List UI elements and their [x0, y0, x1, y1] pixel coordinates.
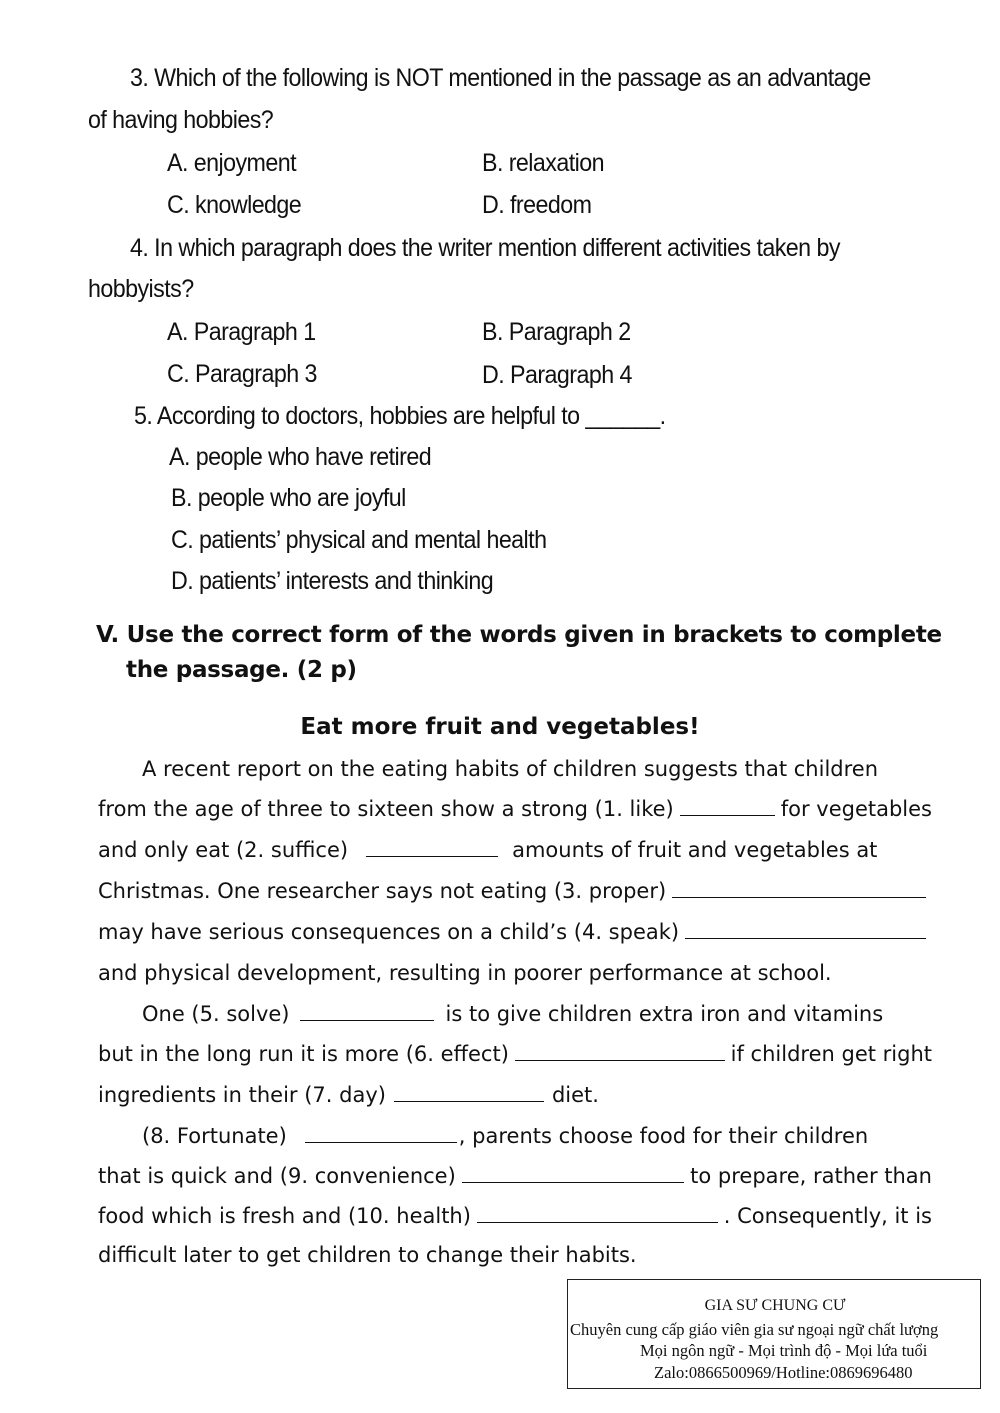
question-3-text: 3. Which of the following is NOT mentioned in the passage as an advantage — [130, 64, 871, 92]
passage-text: that is quick and (9. convenience) — [98, 1164, 456, 1188]
question-4-option-c: C. Paragraph 3 — [167, 360, 317, 388]
passage-line-11 — [98, 1164, 932, 1188]
question-5-text: 5. According to doctors, hobbies are helpful to ______. — [134, 402, 666, 430]
passage-text: if children get right — [730, 1042, 932, 1066]
tutor-center-contact: Zalo:0866500969/Hotline:0869696480 — [654, 1363, 913, 1382]
passage-line-3 — [98, 838, 932, 862]
question-3-option-c: C. knowledge — [167, 191, 302, 219]
passage-text: to prepare, rather than — [690, 1164, 932, 1188]
passage-text: from the age of three to sixteen show a strong (1. like) — [98, 797, 674, 821]
question-4-option-b: B. Paragraph 2 — [482, 318, 631, 346]
passage-line-7 — [142, 1002, 932, 1026]
blank-9[interactable] — [462, 1164, 684, 1183]
blank-8[interactable] — [305, 1124, 457, 1143]
question-4-option-a: A. Paragraph 1 — [167, 318, 316, 346]
passage-line-10 — [142, 1124, 932, 1148]
passage-text: is to give children extra iron and vitamins — [445, 1002, 884, 1026]
blank-6[interactable] — [515, 1042, 725, 1061]
blank-1[interactable] — [680, 797, 775, 816]
passage-line-2 — [98, 797, 932, 821]
passage-text: A recent report on the eating habits of children suggests that children — [142, 757, 879, 781]
question-4-option-d: D. Paragraph 4 — [482, 361, 632, 389]
passage-line-5 — [98, 920, 932, 944]
passage-text: ingredients in their (7. day) — [98, 1083, 386, 1107]
tutor-center-info-box — [567, 1279, 981, 1389]
blank-7[interactable] — [394, 1083, 544, 1102]
passage-text: may have serious consequences on a child’s (4. speak) — [98, 920, 680, 944]
section-v-heading: V. Use the correct form of the words given in brackets to complete — [96, 622, 942, 648]
passage-title: Eat more fruit and vegetables! — [300, 714, 700, 740]
passage-line-12 — [98, 1204, 932, 1228]
question-4-text-continued: hobbyists? — [88, 275, 194, 303]
blank-5[interactable] — [300, 1002, 434, 1021]
passage-line-9 — [98, 1083, 932, 1107]
passage-line-4 — [98, 879, 932, 903]
question-3-option-d: D. freedom — [482, 191, 592, 219]
section-v-heading-continued: the passage. (2 p) — [126, 657, 357, 683]
passage-text: amounts of fruit and vegetables at — [512, 838, 878, 862]
question-3-text-continued: of having hobbies? — [88, 106, 274, 134]
passage-text: but in the long run it is more (6. effect) — [98, 1042, 509, 1066]
blank-2[interactable] — [366, 838, 498, 857]
passage-line-8 — [98, 1042, 932, 1066]
tutor-center-tagline: Chuyên cung cấp giáo viên gia sư ngoại ngữ chất lượng — [570, 1320, 939, 1339]
passage-line-13 — [98, 1243, 932, 1267]
tutor-center-scope: Mọi ngôn ngữ - Mọi trình độ - Mọi lứa tuổi — [640, 1341, 928, 1360]
passage-text: and only eat (2. suffice) — [98, 838, 349, 862]
passage-text: and physical development, resulting in poorer performance at school. — [98, 961, 832, 985]
blank-3[interactable] — [672, 879, 926, 898]
passage-text: . Consequently, it is — [723, 1204, 932, 1228]
tutor-center-name: GIA SƯ CHUNG CƯ — [704, 1297, 846, 1314]
question-4-text: 4. In which paragraph does the writer mention different activities taken by — [130, 234, 840, 262]
blank-4[interactable] — [685, 920, 926, 939]
passage-text: (8. Fortunate) — [142, 1124, 287, 1148]
blank-10[interactable] — [477, 1204, 718, 1223]
passage-text: One (5. solve) — [142, 1002, 290, 1026]
passage-text: Christmas. One researcher says not eating (3. proper) — [98, 879, 667, 903]
passage-line-6 — [98, 961, 932, 985]
passage-text: food which is fresh and (10. health) — [98, 1204, 471, 1228]
question-5-option-a: A. people who have retired — [169, 443, 432, 471]
passage-text: difficult later to get children to change their habits. — [98, 1243, 637, 1267]
question-5-option-c: C. patients’ physical and mental health — [171, 526, 547, 554]
question-5-option-b: B. people who are joyful — [171, 484, 406, 512]
passage-text: diet. — [551, 1083, 599, 1107]
question-5-option-d: D. patients’ interests and thinking — [171, 567, 494, 595]
passage-line-1 — [142, 757, 932, 781]
question-3-option-a: A. enjoyment — [167, 149, 297, 177]
passage-text: , parents choose food for their children — [458, 1124, 869, 1148]
question-3-option-b: B. relaxation — [482, 149, 604, 177]
passage-text: for vegetables — [780, 797, 932, 821]
